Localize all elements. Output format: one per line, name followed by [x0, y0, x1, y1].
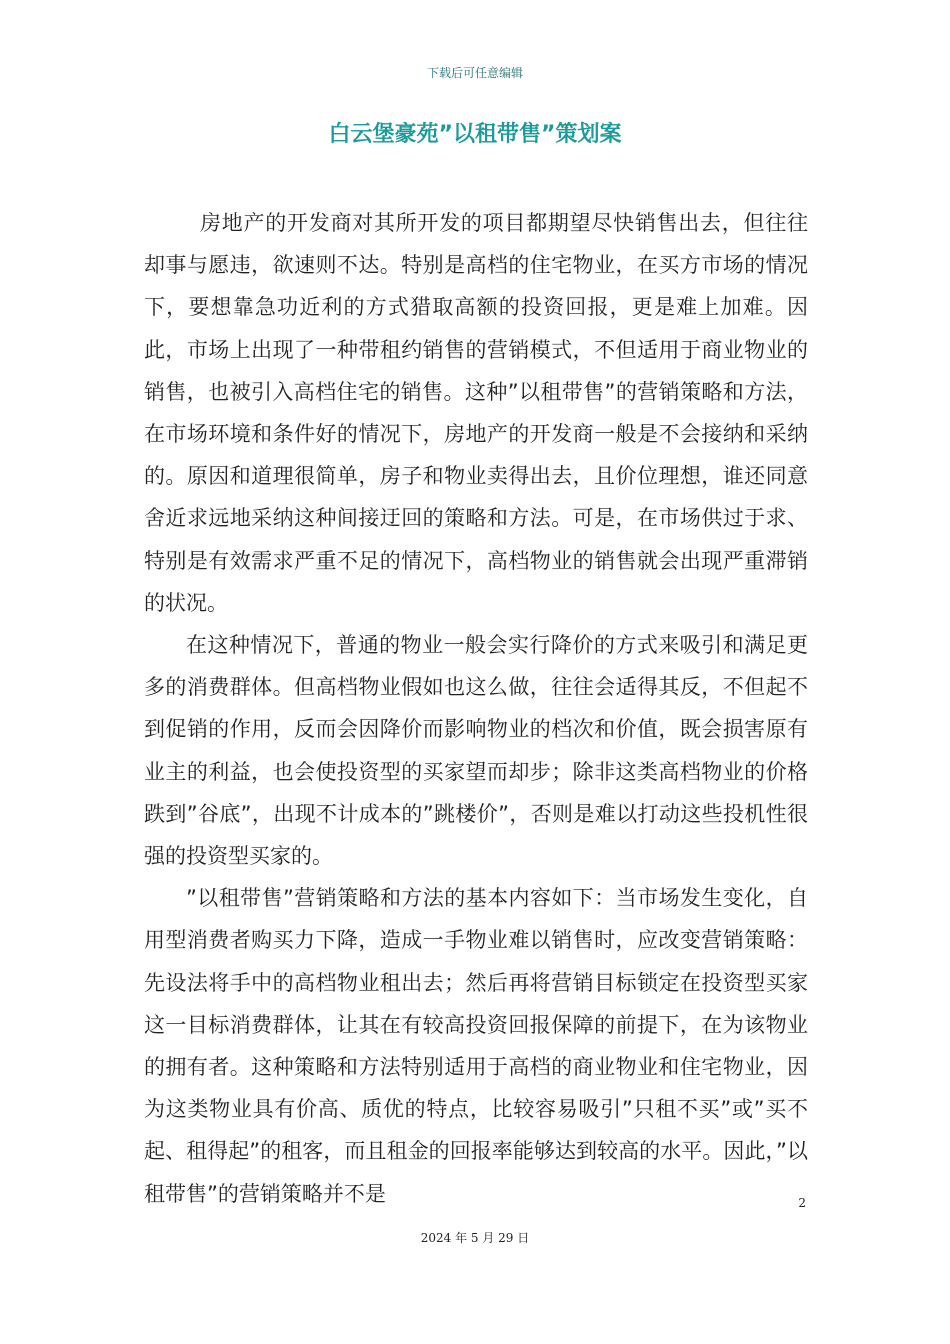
page-number: 2	[798, 1196, 806, 1210]
body-paragraph-1: 房地产的开发商对其所开发的项目都期望尽快销售出去，但往往却事与愿违，欲速则不达。特别是高档的住宅物业，在买方市场的情况下，要想靠急功近利的方式猎取高额的投资回报，更是难上加难。因此，市场上出现了一种带租约销售的营销模式，不但适用于商业物业的销售，也被引入高档住宅的销售。这种”以租带售”的营销策略和方法，在市场环境和条件好的情况下，房地产的开发商一般是不会接纳和采纳的。原因和道理很简单，房子和物业卖得出去，且价位理想，谁还同意舍近求远地采纳这种间接迂回的策略和方法。可是，在市场供过于求、特别是有效需求严重不足的情况下，高档物业的销售就会出现严重滞销的状况。	[144, 211, 808, 615]
body-paragraph-3: ”以租带售”营销策略和方法的基本内容如下：当市场发生变化，自用型消费者购买力下降，造成一手物业难以销售时，应改变营销策略：先设法将手中的高档物业租出去；然后再将营销目标锁定在投资型买家这一目标消费群体，让其在有较高投资回报保障的前提下，在为该物业的拥有者。这种策略和方法特别适用于高档的商业物业和住宅物业，因为这类物业具有价高、质优的特点，比较容易吸引”只租不买”或”买不起、租得起”的租客，而且租金的回报率能够达到较高的水平。因此，”以租带售”的营销策略并不是	[144, 886, 808, 1206]
page-header-note: 下载后可任意编辑	[426, 66, 523, 80]
body-paragraph-2: 在这种情况下，普通的物业一般会实行降价的方式来吸引和满足更多的消费群体。但高档物业假如也这么做，往往会适得其反，不但起不到促销的作用，反而会因降价而影响物业的档次和价值，既会损害原有业主的利益，也会使投资型的买家望而却步；除非这类高档物业的价格跌到”谷底”，出现不计成本的”跳楼价”，否则是难以打动这些投机性很强的投资型买家的。	[144, 633, 808, 869]
document-title: 白云堡豪苑”以租带售”策划案	[328, 122, 622, 147]
document-body	[144, 202, 808, 1215]
page-footer-date: 2024 年 5 月 29 日	[420, 1231, 530, 1245]
